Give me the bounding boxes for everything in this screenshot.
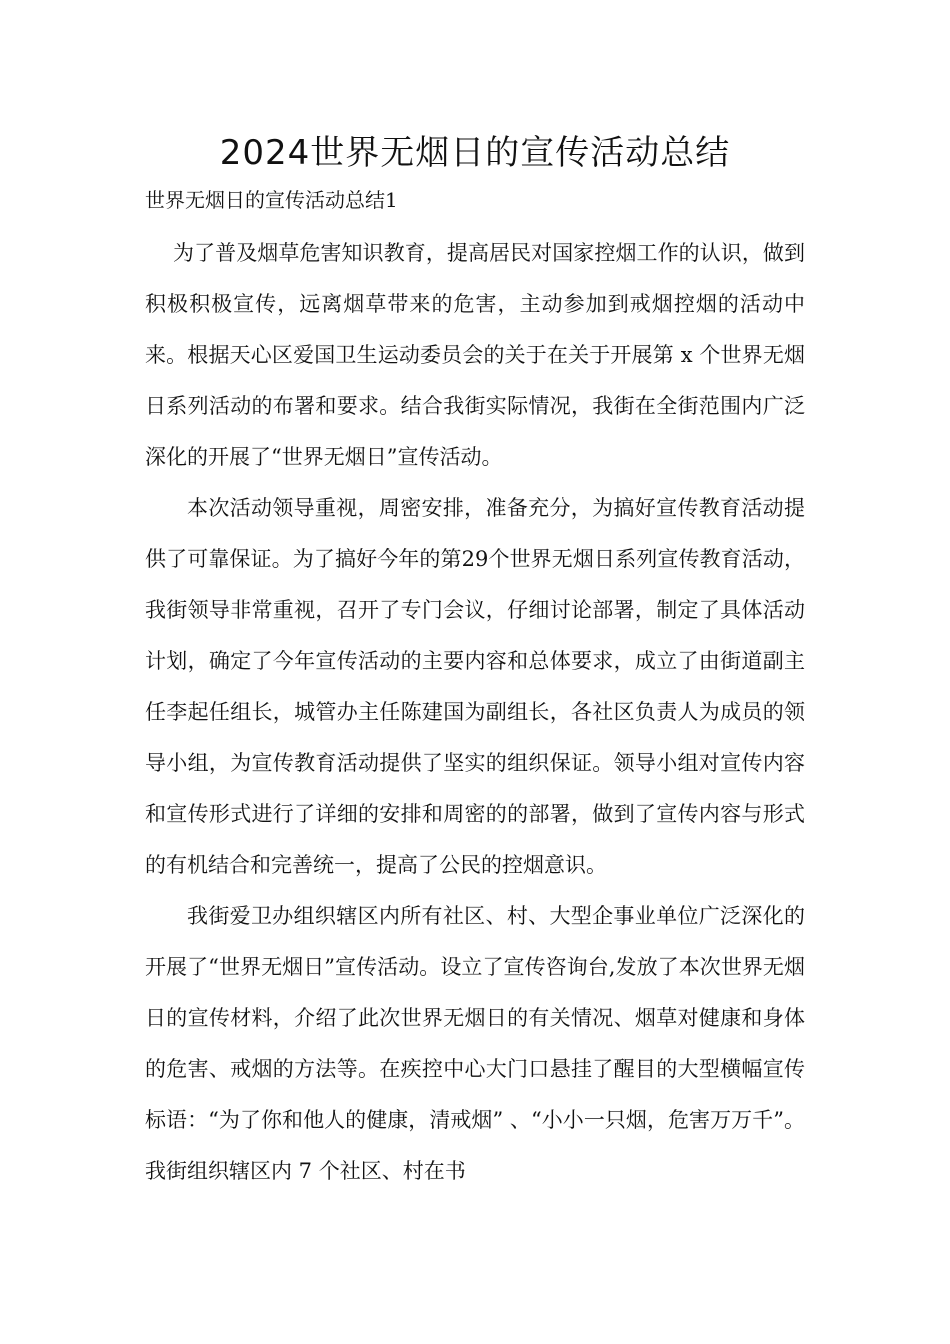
section-heading: 世界无烟日的宣传活动总结1 [145,188,398,212]
paragraph-2: 本次活动领导重视，周密安排，准备充分，为搞好宣传教育活动提供了可靠保证。为了搞好今年的第29个世界无烟日系列宣传教育活动，我街领导非常重视，召开了专门会议，仔细讨论部署，制定了具体活动计划，确定了今年宣传活动的主要内容和总体要求，成立了由街道副主任李起任组长，城管办主任陈建国为副组长，各社区负责人为成员的领导小组，为宣传教育活动提供了坚实的组织保证。领导小组对宣传内容和宣传形式进行了详细的安排和周密的的部署，做到了宣传内容与形式的有机结合和完善统一，提高了公民的控烟意识。 [145,496,805,877]
paragraph-3: 我街爱卫办组织辖区内所有社区、村、大型企事业单位广泛深化的开展了“世界无烟日”宣传活动。设立了宣传咨询台,发放了本次世界无烟日的宣传材料，介绍了此次世界无烟日的有关情况、烟草对健康和身体的危害、戒烟的方法等。在疾控中心大门口悬挂了醒目的大型横幅宣传标语：“为了你和他人的健康，清戒烟” 、“小小一只烟，危害万万千”。我街组织辖区内 7 个社区、村在书 [145,904,805,1183]
paragraph-1: 为了普及烟草危害知识教育，提高居民对国家控烟工作的认识，做到积极积极宣传，远离烟草带来的危害，主动参加到戒烟控烟的活动中来。根据天心区爱国卫生运动委员会的关于在关于开展第 x 个世界无烟日系列活动的布署和要求。结合我街实际情况，我街在全街范围内广泛深化的开展了“世界无烟日”宣传活动。 [145,241,805,469]
document-title: 2024世界无烟日的宣传活动总结 [219,133,731,173]
document-body [145,228,805,1197]
